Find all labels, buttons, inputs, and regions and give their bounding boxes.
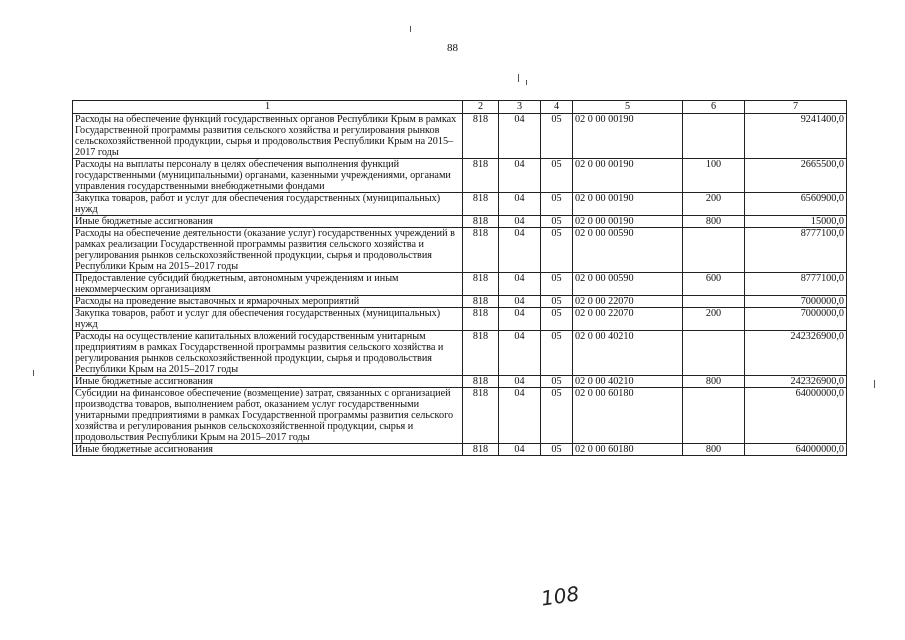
section-code: 04 (499, 388, 541, 444)
expense-name: Закупка товаров, работ и услуг для обеспечения государственных (муниципальных) нужд (73, 308, 463, 331)
target-article-code: 02 0 00 00190 (573, 114, 683, 159)
section-code: 04 (499, 376, 541, 388)
table-row (73, 228, 847, 273)
target-article-code: 02 0 00 40210 (573, 331, 683, 376)
section-code: 04 (499, 193, 541, 216)
expense-name: Иные бюджетные ассигнования (73, 376, 463, 388)
ministry-code: 818 (463, 444, 499, 456)
col-header-7: 7 (745, 101, 847, 114)
target-article-code: 02 0 00 00590 (573, 228, 683, 273)
scan-speck (874, 380, 875, 388)
expense-type-code: 100 (683, 159, 745, 193)
col-header-4: 4 (541, 101, 573, 114)
ministry-code: 818 (463, 193, 499, 216)
table-row (73, 388, 847, 444)
table-row (73, 376, 847, 388)
expense-type-code: 200 (683, 308, 745, 331)
target-article-code: 02 0 00 60180 (573, 444, 683, 456)
section-code: 04 (499, 273, 541, 296)
expense-type-code (683, 114, 745, 159)
scan-speck (410, 26, 411, 32)
amount: 242326900,0 (745, 331, 847, 376)
expense-type-code (683, 228, 745, 273)
col-header-2: 2 (463, 101, 499, 114)
expense-name: Иные бюджетные ассигнования (73, 216, 463, 228)
amount: 15000,0 (745, 216, 847, 228)
ministry-code: 818 (463, 331, 499, 376)
amount: 64000000,0 (745, 444, 847, 456)
subsection-code: 05 (541, 193, 573, 216)
table-row (73, 114, 847, 159)
scan-speck (526, 80, 527, 85)
amount: 2665500,0 (745, 159, 847, 193)
target-article-code: 02 0 00 00190 (573, 216, 683, 228)
col-header-1: 1 (73, 101, 463, 114)
amount: 242326900,0 (745, 376, 847, 388)
expense-type-code (683, 296, 745, 308)
section-code: 04 (499, 444, 541, 456)
subsection-code: 05 (541, 296, 573, 308)
ministry-code: 818 (463, 228, 499, 273)
expense-name: Расходы на обеспечение функций государственных органов Республики Крым в рамках Государственной программы развития сельского хозяйства и регулирования рынков сельскохозяйственной продукции, сырья и продовольствия Республики Крым на 2015–2017 годы (73, 114, 463, 159)
amount: 64000000,0 (745, 388, 847, 444)
expense-name: Расходы на осуществление капитальных вложений государственным унитарным предприятиям в рамках Государственной программы развития сельского хозяйства и регулирования рынков сельскохозяйственной продукции, сырья и продовольствия Республики Крым на 2015–2017 годы (73, 331, 463, 376)
expense-type-code: 200 (683, 193, 745, 216)
subsection-code: 05 (541, 444, 573, 456)
amount: 9241400,0 (745, 114, 847, 159)
table-row (73, 193, 847, 216)
target-article-code: 02 0 00 22070 (573, 308, 683, 331)
target-article-code: 02 0 00 40210 (573, 376, 683, 388)
col-header-5: 5 (573, 101, 683, 114)
target-article-code: 02 0 00 00590 (573, 273, 683, 296)
ministry-code: 818 (463, 376, 499, 388)
expense-type-code: 800 (683, 216, 745, 228)
expense-name: Расходы на обеспечение деятельности (оказание услуг) государственных учреждений в рамках реализации Государственной программы развития сельского хозяйства и регулирования рынков сельскохозяйственной продукции, сырья и продовольствия Республики Крым на 2015–2017 годы (73, 228, 463, 273)
section-code: 04 (499, 114, 541, 159)
amount: 7000000,0 (745, 296, 847, 308)
expense-type-code: 600 (683, 273, 745, 296)
table-row (73, 296, 847, 308)
section-code: 04 (499, 308, 541, 331)
section-code: 04 (499, 331, 541, 376)
col-header-6: 6 (683, 101, 745, 114)
subsection-code: 05 (541, 331, 573, 376)
ministry-code: 818 (463, 308, 499, 331)
amount: 8777100,0 (745, 273, 847, 296)
ministry-code: 818 (463, 388, 499, 444)
subsection-code: 05 (541, 273, 573, 296)
table-row (73, 273, 847, 296)
subsection-code: 05 (541, 114, 573, 159)
subsection-code: 05 (541, 159, 573, 193)
handwritten-page-number: 108 (539, 581, 581, 611)
expense-type-code: 800 (683, 376, 745, 388)
scan-speck (518, 74, 519, 82)
section-code: 04 (499, 159, 541, 193)
expense-type-code (683, 388, 745, 444)
col-header-3: 3 (499, 101, 541, 114)
expense-type-code (683, 331, 745, 376)
subsection-code: 05 (541, 388, 573, 444)
section-code: 04 (499, 296, 541, 308)
ministry-code: 818 (463, 296, 499, 308)
expense-type-code: 800 (683, 444, 745, 456)
page-number: 88 (447, 42, 458, 54)
ministry-code: 818 (463, 273, 499, 296)
expense-name: Расходы на выплаты персоналу в целях обеспечения выполнения функций государственными (муниципальными) органами, казенными учреждениями, органами управления государственными внебюджетными фондами (73, 159, 463, 193)
target-article-code: 02 0 00 00190 (573, 159, 683, 193)
table-row (73, 308, 847, 331)
expense-name: Расходы на проведение выставочных и ярмарочных мероприятий (73, 296, 463, 308)
target-article-code: 02 0 00 22070 (573, 296, 683, 308)
table-row (73, 444, 847, 456)
amount: 7000000,0 (745, 308, 847, 331)
amount: 8777100,0 (745, 228, 847, 273)
amount: 6560900,0 (745, 193, 847, 216)
target-article-code: 02 0 00 60180 (573, 388, 683, 444)
budget-table (72, 100, 847, 456)
section-code: 04 (499, 216, 541, 228)
table-row (73, 159, 847, 193)
expense-name: Субсидии на финансовое обеспечение (возмещение) затрат, связанных с организацией производства товаров, выполнением работ, оказанием услуг государственными унитарными предприятиями в рамках Государственной программы развития сельского хозяйства и регулирования рынков сельскохозяйственной продукции, сырья и продовольствия Республики Крым на 2015–2017 годы (73, 388, 463, 444)
ministry-code: 818 (463, 216, 499, 228)
ministry-code: 818 (463, 114, 499, 159)
expense-name: Иные бюджетные ассигнования (73, 444, 463, 456)
subsection-code: 05 (541, 216, 573, 228)
scan-speck (33, 370, 34, 376)
subsection-code: 05 (541, 376, 573, 388)
subsection-code: 05 (541, 308, 573, 331)
table-row (73, 216, 847, 228)
table-row (73, 331, 847, 376)
expense-name: Предоставление субсидий бюджетным, автономным учреждениям и иным некоммерческим организациям (73, 273, 463, 296)
expense-name: Закупка товаров, работ и услуг для обеспечения государственных (муниципальных) нужд (73, 193, 463, 216)
section-code: 04 (499, 228, 541, 273)
subsection-code: 05 (541, 228, 573, 273)
header-row (73, 101, 847, 114)
target-article-code: 02 0 00 00190 (573, 193, 683, 216)
ministry-code: 818 (463, 159, 499, 193)
